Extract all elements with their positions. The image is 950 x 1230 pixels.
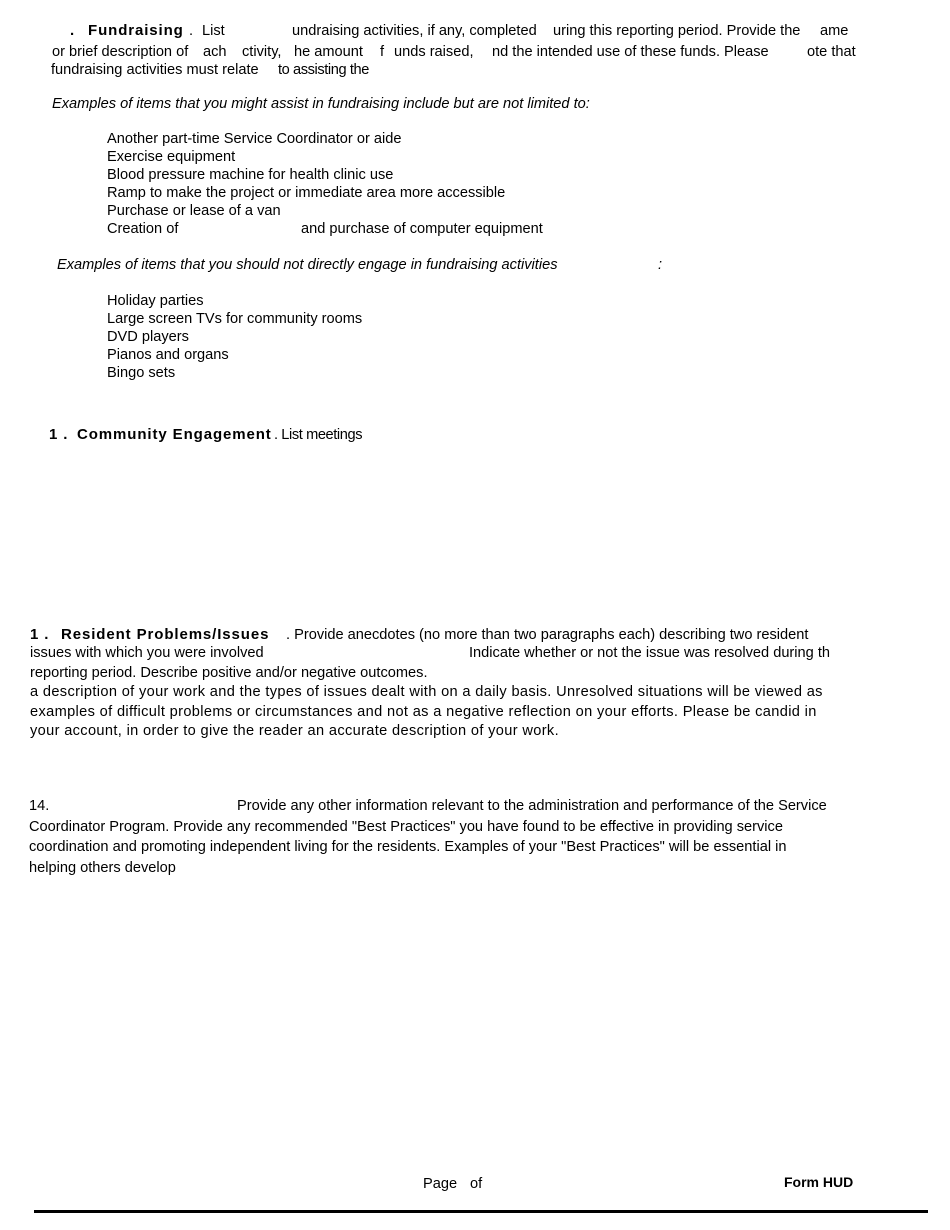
resident-line1: . Provide anecdotes (no more than two paragraphs each) describing two resident (286, 627, 809, 643)
resident-line2-a: issues with which you were involved (30, 645, 264, 661)
not-engage-intro: Examples of items that you should not directly engage in fundraising activities (57, 257, 558, 273)
assist-last-item-a: Creation of (107, 221, 179, 237)
list-item: Bingo sets (107, 365, 176, 381)
fundraising-line2-e: f (380, 44, 385, 60)
list-item: Purchase or lease of a van (107, 203, 281, 219)
fundraising-line2-f: unds raised, (394, 44, 474, 60)
section-14-line4: helping others develop (29, 860, 176, 876)
resident-line5: examples of difficult problems or circumstances and not as a negative reflection on your efforts. Please be candid in (30, 704, 817, 720)
fundraising-heading-punct: . (189, 23, 194, 39)
fundraising-line1-a: List (202, 23, 225, 39)
assist-examples-list (107, 130, 505, 220)
fundraising-line2-h: ote that (807, 44, 856, 60)
fundraising-line2-d: he amount (294, 44, 363, 60)
fundraising-line1-d: ame (820, 23, 849, 39)
list-item: Large screen TVs for community rooms (107, 311, 363, 327)
resident-line3: reporting period. Describe positive and/or negative outcomes. (30, 665, 428, 681)
section-14-line1: Provide any other information relevant to the administration and performance of the Service (237, 798, 827, 814)
form-label: Form HUD (784, 1174, 854, 1190)
list-item: Ramp to make the project or immediate area more accessible (107, 185, 506, 201)
fundraising-line3-b: to assisting the (278, 62, 369, 78)
community-text: . List meetings (274, 427, 363, 443)
fundraising-line1-c: uring this reporting period. Provide the (553, 23, 801, 39)
fundraising-line2-c: ctivity, (242, 44, 282, 60)
page-of-label: of (470, 1176, 483, 1192)
not-engage-list (107, 292, 362, 382)
fundraising-line2-b: ach (203, 44, 227, 60)
assist-last-item-b: and purchase of computer equipment (301, 221, 543, 237)
section-14-line3: coordination and promoting independent living for the residents. Examples of your "Best Practices" will be essential in (29, 839, 787, 855)
list-item: Holiday parties (107, 293, 204, 309)
list-item: Exercise equipment (107, 149, 236, 165)
fundraising-line2-a: or brief description of (52, 44, 189, 60)
resident-heading: Resident Problems/Issues (61, 626, 270, 643)
list-item: Blood pressure machine for health clinic use (107, 167, 394, 183)
community-heading: Community Engagement (77, 426, 272, 443)
fundraising-line2-g: nd the intended use of these funds. Please (492, 44, 769, 60)
community-number: 1 . (49, 426, 69, 443)
footer-rule (34, 1210, 928, 1213)
resident-line6: your account, in order to give the reader an accurate description of your work. (30, 723, 559, 739)
fundraising-number: . (70, 22, 76, 39)
list-item: DVD players (107, 329, 189, 345)
page-label: Page (423, 1176, 458, 1192)
resident-line2-b: Indicate whether or not the issue was resolved during th (469, 645, 830, 661)
list-item: Pianos and organs (107, 347, 229, 363)
assist-examples-intro: Examples of items that you might assist in fundraising include but are not limited to: (52, 96, 590, 112)
resident-number: 1 . (30, 626, 50, 643)
fundraising-heading: Fundraising (88, 22, 184, 39)
resident-line4: a description of your work and the types of issues dealt with on a daily basis. Unresolved situations will be viewed as (30, 684, 823, 700)
fundraising-line3-a: fundraising activities must relate (51, 62, 259, 78)
section-14-line2: Coordinator Program. Provide any recommended "Best Practices" you have found to be effective in providing service (29, 819, 783, 835)
not-engage-intro-colon: : (658, 257, 663, 273)
section-14-number: 14. (29, 798, 50, 814)
list-item: Another part-time Service Coordinator or aide (107, 131, 402, 147)
fundraising-line1-b: undraising activities, if any, completed (292, 23, 537, 39)
